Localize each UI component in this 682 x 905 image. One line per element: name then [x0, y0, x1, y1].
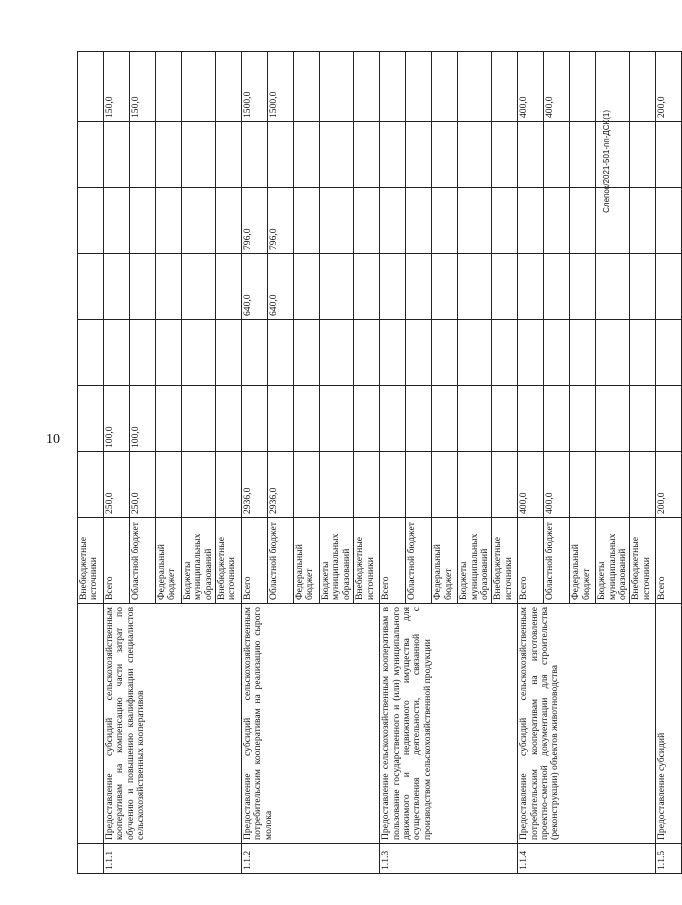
amount-cell [458, 122, 492, 188]
amount-cell [432, 452, 458, 518]
amount-cell: 400,0 [544, 452, 570, 518]
amount-cell [630, 52, 656, 122]
amount-cell [78, 254, 104, 320]
amount-cell [458, 188, 492, 254]
funding-source-cell: Внебюджетные источники [216, 518, 242, 604]
amount-cell [320, 320, 354, 386]
amount-cell: 1500,0 [242, 52, 268, 122]
amount-cell [432, 188, 458, 254]
amount-cell [406, 188, 432, 254]
amount-cell [216, 188, 242, 254]
amount-cell [242, 386, 268, 452]
amount-cell [156, 452, 182, 518]
amount-cell [294, 386, 320, 452]
amount-cell [354, 122, 380, 188]
amount-cell [242, 122, 268, 188]
amount-cell [570, 122, 596, 188]
amount-cell [156, 52, 182, 122]
funding-source-cell: Всего [104, 518, 130, 604]
amount-cell [104, 254, 130, 320]
amount-cell [656, 122, 682, 188]
amount-cell [570, 188, 596, 254]
amount-cell [432, 386, 458, 452]
amount-cell [156, 254, 182, 320]
amount-cell [518, 386, 544, 452]
financing-table [77, 51, 682, 874]
amount-cell [596, 254, 630, 320]
amount-cell: 640,0 [268, 254, 294, 320]
funding-source-cell: Внебюджетные источники [354, 518, 380, 604]
amount-cell [216, 386, 242, 452]
row-number-cell: 1.1.1 [104, 844, 242, 874]
amount-cell [130, 122, 156, 188]
amount-cell [104, 188, 130, 254]
amount-cell [216, 254, 242, 320]
amount-cell [156, 188, 182, 254]
funding-source-cell: Федеральный бюджет [156, 518, 182, 604]
amount-cell [268, 122, 294, 188]
amount-cell [354, 452, 380, 518]
amount-cell [518, 320, 544, 386]
amount-cell [294, 52, 320, 122]
row-number-cell: 1.1.2 [242, 844, 380, 874]
amount-cell [182, 188, 216, 254]
amount-cell [518, 122, 544, 188]
funding-source-cell: Всего [656, 518, 682, 604]
amount-cell [268, 386, 294, 452]
amount-cell [458, 254, 492, 320]
amount-cell [78, 452, 104, 518]
amount-cell: 100,0 [130, 386, 156, 452]
amount-cell: 150,0 [104, 52, 130, 122]
amount-cell [432, 122, 458, 188]
page-number: 10 [46, 432, 60, 447]
amount-cell [544, 320, 570, 386]
amount-cell [242, 320, 268, 386]
amount-cell [596, 452, 630, 518]
amount-cell [570, 320, 596, 386]
amount-cell [544, 386, 570, 452]
amount-cell [432, 254, 458, 320]
amount-cell [630, 386, 656, 452]
amount-cell [156, 320, 182, 386]
amount-cell [354, 254, 380, 320]
amount-cell [596, 122, 630, 188]
table-row [78, 52, 104, 874]
funding-source-cell: Федеральный бюджет [294, 518, 320, 604]
amount-cell [78, 386, 104, 452]
amount-cell [354, 52, 380, 122]
amount-cell [544, 188, 570, 254]
table-row [242, 52, 268, 874]
amount-cell [130, 254, 156, 320]
measure-name-cell: Предоставление сельскохозяйственным кооперативам в пользование государственного и (или) муниципального движимого и недвижимого имущества для осуществления деятельности, связанной с производством сельскохозяйственной продукции [380, 604, 518, 844]
amount-cell [630, 320, 656, 386]
amount-cell [130, 188, 156, 254]
amount-cell [492, 254, 518, 320]
amount-cell [78, 52, 104, 122]
amount-cell [570, 386, 596, 452]
funding-source-cell: Бюджеты муниципальных образований [182, 518, 216, 604]
table-body [78, 52, 682, 874]
table-row [104, 52, 130, 874]
amount-cell [596, 386, 630, 452]
funding-source-cell: Бюджеты муниципальных образований [320, 518, 354, 604]
amount-cell [104, 122, 130, 188]
amount-cell [492, 386, 518, 452]
funding-source-cell: Федеральный бюджет [432, 518, 458, 604]
amount-cell [380, 452, 406, 518]
measure-name-cell: Предоставление субсидий сельскохозяйственным кооперативам на компенсацию части затрат по обучению и повышению квалификации специалистов сельскохозяйственных кооперативов [104, 604, 242, 844]
funding-source-cell: Внебюджетные источники [630, 518, 656, 604]
amount-cell [78, 122, 104, 188]
amount-cell [630, 188, 656, 254]
amount-cell [182, 386, 216, 452]
amount-cell [630, 254, 656, 320]
amount-cell [432, 320, 458, 386]
amount-cell [406, 254, 432, 320]
amount-cell [406, 52, 432, 122]
amount-cell [596, 188, 630, 254]
amount-cell [630, 122, 656, 188]
amount-cell [406, 122, 432, 188]
amount-cell [458, 452, 492, 518]
amount-cell [518, 188, 544, 254]
amount-cell [570, 452, 596, 518]
row-number-cell [78, 844, 104, 874]
amount-cell: 250,0 [104, 452, 130, 518]
amount-cell [156, 122, 182, 188]
funding-source-cell: Федеральный бюджет [570, 518, 596, 604]
funding-source-cell: Всего [380, 518, 406, 604]
funding-source-cell: Бюджеты муниципальных образований [596, 518, 630, 604]
amount-cell [570, 254, 596, 320]
amount-cell [406, 386, 432, 452]
amount-cell [78, 320, 104, 386]
amount-cell [656, 188, 682, 254]
amount-cell [406, 320, 432, 386]
measure-name-cell: Предоставление субсидий сельскохозяйственным потребительским кооперативам на реализацию сырого молока [242, 604, 380, 844]
amount-cell [630, 452, 656, 518]
row-number-cell: 1.1.4 [518, 844, 656, 874]
funding-source-cell: Внебюджетные источники [492, 518, 518, 604]
amount-cell [294, 320, 320, 386]
document-code: Слепок/2021-501-пп-ДСК(1) [602, 110, 611, 213]
amount-cell: 400,0 [544, 52, 570, 122]
amount-cell [596, 320, 630, 386]
amount-cell [492, 320, 518, 386]
amount-cell [354, 320, 380, 386]
amount-cell [320, 386, 354, 452]
amount-cell [380, 188, 406, 254]
amount-cell [182, 452, 216, 518]
amount-cell [268, 320, 294, 386]
amount-cell [320, 254, 354, 320]
amount-cell [182, 254, 216, 320]
amount-cell [320, 122, 354, 188]
amount-cell [216, 452, 242, 518]
amount-cell: 796,0 [268, 188, 294, 254]
amount-cell [656, 386, 682, 452]
amount-cell: 200,0 [656, 52, 682, 122]
measure-name-cell: Предоставление субсидий сельскохозяйственным потребительским кооперативам на изготовление проектно-сметной документации для строительства (реконструкции) объектов животноводства [518, 604, 656, 844]
amount-cell [492, 122, 518, 188]
amount-cell [492, 452, 518, 518]
amount-cell [380, 254, 406, 320]
table-row [656, 52, 682, 874]
amount-cell [294, 122, 320, 188]
amount-cell [380, 52, 406, 122]
amount-cell [380, 320, 406, 386]
funding-source-cell: Всего [242, 518, 268, 604]
row-number-cell: 1.1.3 [380, 844, 518, 874]
amount-cell: 150,0 [130, 52, 156, 122]
amount-cell: 796,0 [242, 188, 268, 254]
amount-cell [656, 254, 682, 320]
amount-cell [182, 320, 216, 386]
amount-cell [656, 320, 682, 386]
funding-source-cell: Областной бюджет [406, 518, 432, 604]
funding-source-cell: Областной бюджет [544, 518, 570, 604]
measure-name-cell [78, 604, 104, 844]
funding-source-cell: Внебюджетные источники [78, 518, 104, 604]
funding-source-cell: Всего [518, 518, 544, 604]
amount-cell [596, 52, 630, 122]
amount-cell [294, 254, 320, 320]
amount-cell [354, 188, 380, 254]
amount-cell [216, 122, 242, 188]
funding-source-cell: Областной бюджет [130, 518, 156, 604]
amount-cell [182, 52, 216, 122]
table-row [518, 52, 544, 874]
amount-cell [432, 52, 458, 122]
amount-cell [130, 320, 156, 386]
amount-cell [406, 452, 432, 518]
amount-cell [320, 52, 354, 122]
amount-cell [320, 188, 354, 254]
measure-name-cell: Предоставление субсидий [656, 604, 682, 844]
amount-cell: 200,0 [656, 452, 682, 518]
amount-cell [518, 254, 544, 320]
amount-cell [294, 452, 320, 518]
amount-cell [354, 386, 380, 452]
amount-cell: 2936,0 [242, 452, 268, 518]
amount-cell: 250,0 [130, 452, 156, 518]
amount-cell: 2936,0 [268, 452, 294, 518]
amount-cell [458, 52, 492, 122]
amount-cell [380, 122, 406, 188]
amount-cell [104, 320, 130, 386]
amount-cell [458, 320, 492, 386]
row-number-cell: 1.1.5 [656, 844, 682, 874]
amount-cell [320, 452, 354, 518]
amount-cell [570, 52, 596, 122]
amount-cell: 640,0 [242, 254, 268, 320]
table-row [380, 52, 406, 874]
funding-source-cell: Областной бюджет [268, 518, 294, 604]
amount-cell [216, 320, 242, 386]
amount-cell [544, 122, 570, 188]
amount-cell [156, 386, 182, 452]
amount-cell [458, 386, 492, 452]
amount-cell [78, 188, 104, 254]
amount-cell: 1500,0 [268, 52, 294, 122]
funding-source-cell: Бюджеты муниципальных образований [458, 518, 492, 604]
amount-cell: 100,0 [104, 386, 130, 452]
amount-cell [182, 122, 216, 188]
amount-cell [294, 188, 320, 254]
amount-cell [380, 386, 406, 452]
amount-cell [216, 52, 242, 122]
amount-cell [492, 188, 518, 254]
amount-cell: 400,0 [518, 452, 544, 518]
amount-cell [544, 254, 570, 320]
amount-cell [492, 52, 518, 122]
amount-cell: 400,0 [518, 52, 544, 122]
